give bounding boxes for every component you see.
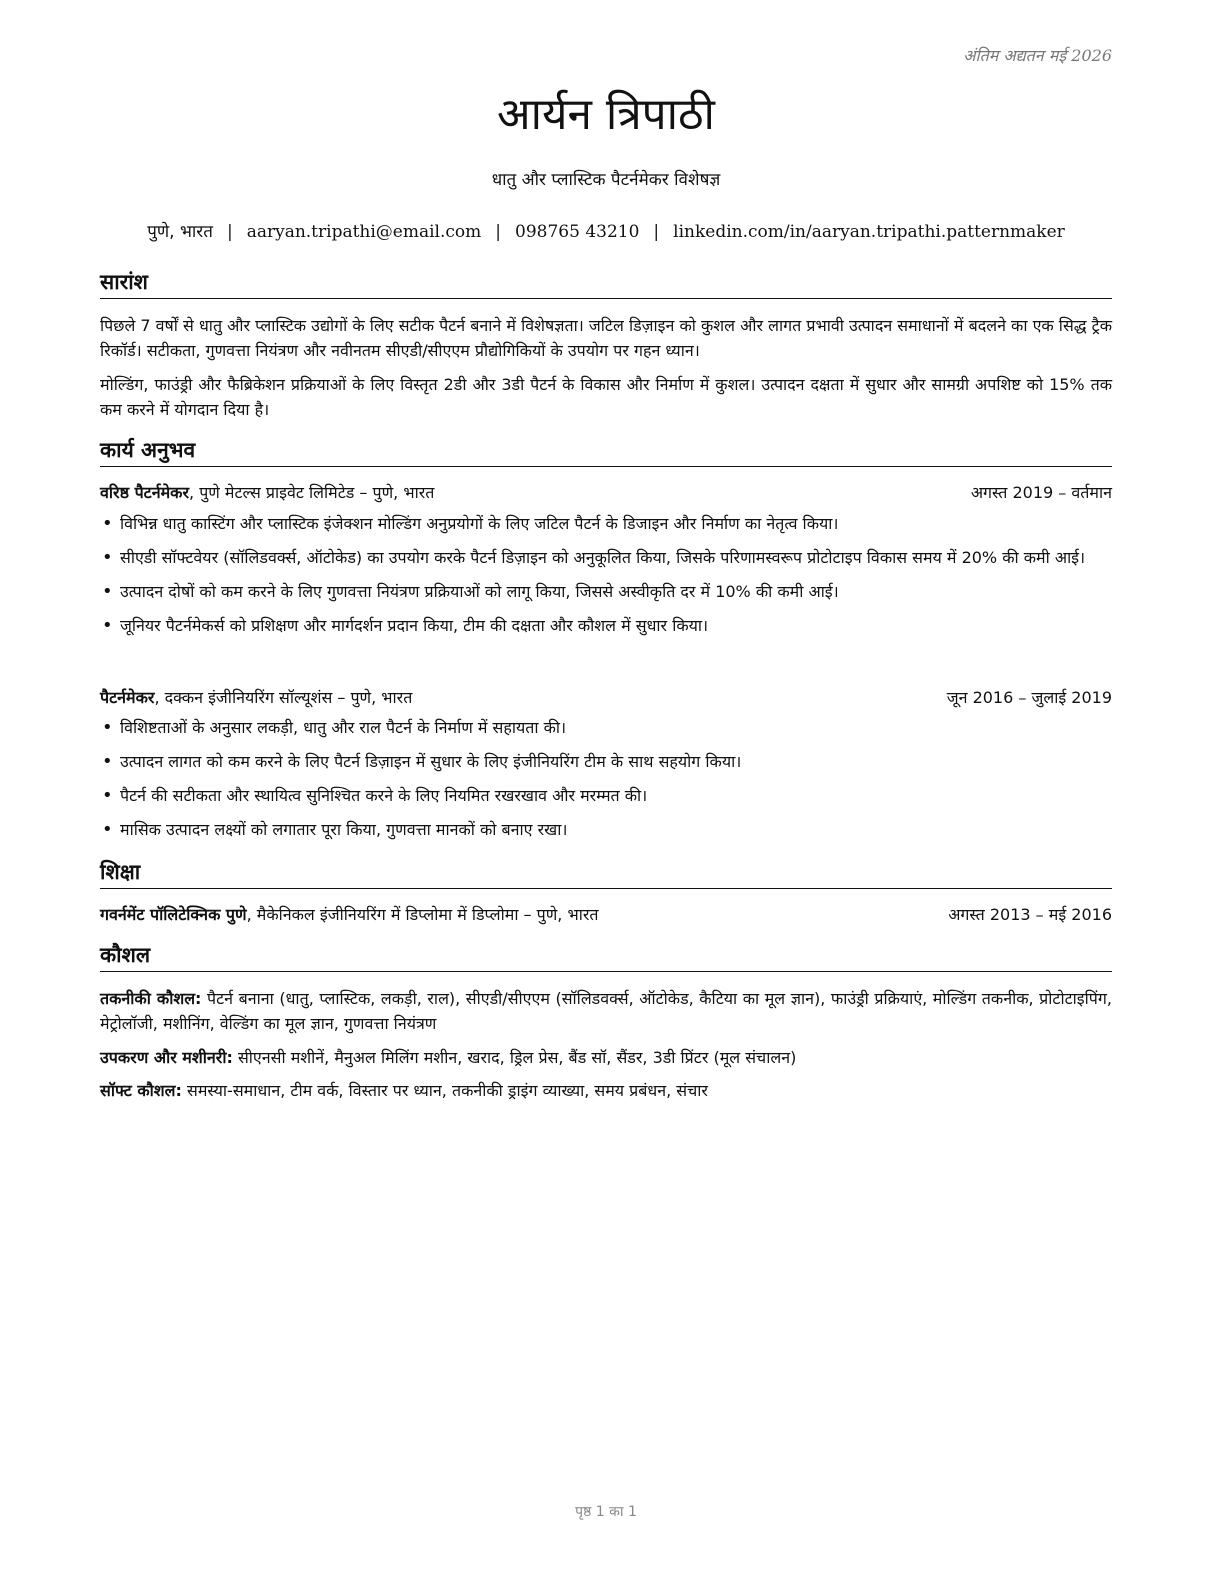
job-company: , पुणे मेटल्स प्राइवेट लिमिटेड – पुणे, भारत	[189, 483, 435, 502]
summary-paragraph: मोल्डिंग, फाउंड्री और फैब्रिकेशन प्रक्रियाओं के लिए विस्तृत 2डी और 3डी पैटर्न के विकास और निर्माण में कुशल। उत्पादन दक्षता में सुधार और सामग्री अपशिष्ट को 15% तक कम करने में योगदान दिया है।	[100, 375, 1112, 419]
page-number: पृष्ठ 1 का 1	[575, 1504, 637, 1520]
skill-line-technical	[100, 986, 1112, 1036]
education-date-separator: –	[1030, 905, 1049, 924]
job-role: वरिष्ठ पैटर्नमेकर	[100, 483, 190, 502]
summary-paragraph: पिछले 7 वर्षों से धातु और प्लास्टिक उद्योगों के लिए सटीक पैटर्न बनाने में विशेषज्ञता। जटिल डिज़ाइन को कुशल और लागत प्रभावी उत्पादन समाधानों में बदलने का एक सिद्ध ट्रैक रिकॉर्ड। सटीकता, गुणवत्ता नियंत्रण और नवीनतम सीएडी/सीएएम प्रौद्योगिकियों के उपयोग पर गहन ध्यान।	[100, 316, 1112, 360]
skill-label: तकनीकी कौशल:	[100, 989, 202, 1008]
job-bullets	[100, 715, 1112, 851]
list-item: • उत्पादन दोषों को कम करने के लिए गुणवत्ता नियंत्रण प्रक्रियाओं को लागू किया, जिससे अस्वीकृति दर में 10% की कमी आई।	[100, 579, 1112, 604]
job-bullets	[100, 511, 1112, 647]
skill-text: सीएनसी मशीनें, मैनुअल मिलिंग मशीन, खराद, ड्रिल प्रेस, बैंड सॉ, सैंडर, 3डी प्रिंटर (मूल संचालन)	[232, 1048, 797, 1067]
contact-linkedin[interactable]: linkedin.com/in/aaryan.tripathi.patternmaker	[673, 222, 1065, 242]
job-dates	[971, 481, 1112, 505]
education-entry	[100, 903, 1112, 927]
job-company: , दक्कन इंजीनियरिंग सॉल्यूशंस – पुणे, भारत	[154, 688, 413, 707]
last-updated: अंतिम अद्यतन मई 2026	[963, 46, 1112, 65]
list-item: • विभिन्न धातु कास्टिंग और प्लास्टिक इंजेक्शन मोल्डिंग अनुप्रयोगों के लिए जटिल पैटर्न के डिजाइन और निर्माण का नेतृत्व किया।	[100, 511, 1112, 536]
section-heading-summary: सारांश	[100, 268, 1112, 299]
job-date-end: वर्तमान	[1071, 483, 1112, 502]
resume-page	[100, 0, 1112, 1584]
list-item: • जूनियर पैटर्नमेकर्स को प्रशिक्षण और मार्गदर्शन प्रदान किया, टीम की दक्षता और कौशल में सुधार किया।	[100, 613, 1112, 638]
list-item: • सीएडी सॉफ्टवेयर (सॉलिडवर्क्स, ऑटोकेड) का उपयोग करके पैटर्न डिज़ाइन को अनुकूलित किया, जिसके परिणामस्वरूप प्रोटोटाइप विकास समय में 20% की कमी आई।	[100, 545, 1112, 570]
contact-separator: |	[495, 222, 502, 242]
skill-label: उपकरण और मशीनरी:	[100, 1048, 233, 1067]
skill-text: पैटर्न बनाना (धातु, प्लास्टिक, लकड़ी, राल), सीएडी/सीएएम (सॉलिडवर्क्स, ऑटोकेड, कैटिया का मूल ज्ञान), फाउंड्री प्रक्रियाएं, मोल्डिंग तकनीक, प्रोटोटाइपिंग, मेट्रोलॉजी, मशीनिंग, वेल्डिंग का मूल ज्ञान, गुणवत्ता नियंत्रण	[100, 989, 1112, 1033]
list-item: • उत्पादन लागत को कम करने के लिए पैटर्न डिज़ाइन में सुधार के लिए इंजीनियरिंग टीम के साथ सहयोग किया।	[100, 749, 1112, 774]
education-dates	[948, 903, 1112, 927]
list-item: • विशिष्टताओं के अनुसार लकड़ी, धातु और राल पैटर्न के निर्माण में सहायता की।	[100, 715, 1112, 740]
contact-separator: |	[653, 222, 660, 242]
skill-text: समस्या-समाधान, टीम वर्क, विस्तार पर ध्यान, तकनीकी ड्राइंग व्याख्या, समय प्रबंधन, संचार	[181, 1081, 708, 1100]
job-header	[100, 686, 1112, 710]
contact-email[interactable]: aaryan.tripathi@email.com	[246, 222, 482, 242]
job-dates	[947, 686, 1112, 710]
section-heading-experience: कार्य अनुभव	[100, 436, 1112, 467]
candidate-name: आर्यन त्रिपाठी	[497, 89, 715, 140]
list-item: • मासिक उत्पादन लक्ष्यों को लगातार पूरा किया, गुणवत्ता मानकों को बनाए रखा।	[100, 817, 1112, 842]
job-date-start: अगस्त 2019	[970, 483, 1054, 502]
education-date-end: मई 2016	[1048, 905, 1112, 924]
skill-label: सॉफ्ट कौशल:	[100, 1081, 182, 1100]
contact-line	[100, 219, 1112, 242]
skill-line-soft	[100, 1078, 1112, 1103]
job-role: पैटर्नमेकर	[100, 688, 155, 707]
job-date-end: जुलाई 2019	[1031, 688, 1112, 707]
job-title: धातु और प्लास्टिक पैटर्नमेकर विशेषज्ञ	[491, 170, 721, 190]
education-date-start: अगस्त 2013	[948, 905, 1031, 924]
contact-separator: |	[226, 222, 233, 242]
section-heading-skills: कौशल	[100, 941, 1112, 972]
education-institution: गवर्नमेंट पॉलिटेक्निक पुणे	[100, 905, 247, 924]
section-heading-education: शिक्षा	[100, 858, 1112, 889]
job-date-start: जून 2016	[946, 688, 1014, 707]
list-item: • पैटर्न की सटीकता और स्थायित्व सुनिश्चित करने के लिए नियमित रखरखाव और मरम्मत की।	[100, 783, 1112, 808]
job-date-separator: –	[1013, 688, 1032, 707]
contact-location: पुणे, भारत	[147, 222, 213, 242]
education-details: , मैकेनिकल इंजीनियरिंग में डिप्लोमा में डिप्लोमा – पुणे, भारत	[246, 905, 599, 924]
job-date-separator: –	[1053, 483, 1072, 502]
skill-line-tools	[100, 1045, 1112, 1070]
contact-phone[interactable]: 098765 43210	[515, 222, 640, 242]
job-header	[100, 481, 1112, 505]
